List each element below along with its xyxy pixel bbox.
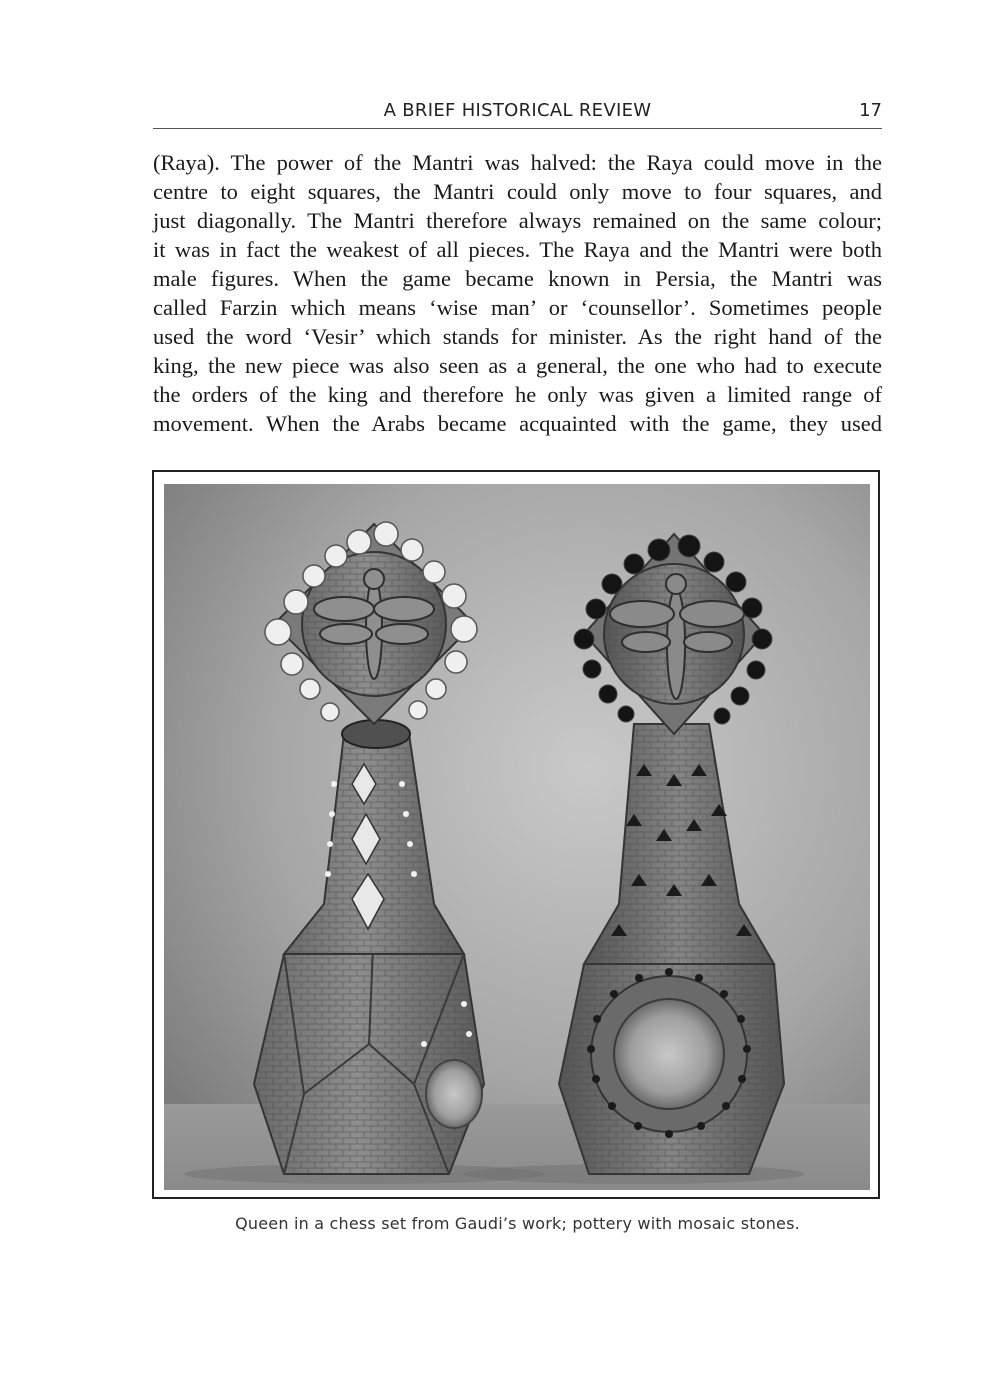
body-line: centre to eight squares, the Mantri could only move to four squares, and (153, 179, 882, 204)
body-line: just diagonally. The Mantri therefore always remained on the same colour; (153, 208, 882, 233)
body-line: male figures. When the game became known in Persia, the Mantri was (153, 266, 882, 291)
body-line: movement. When the Arabs became acquainted with the game, they used (153, 411, 882, 436)
photo-chess-queens (164, 484, 870, 1190)
running-header (153, 98, 882, 129)
body-line: the orders of the king and therefore he only was given a limited range of (153, 382, 882, 407)
body-line: (Raya). The power of the Mantri was halved: the Raya could move in the (153, 150, 882, 175)
figure-frame (152, 470, 880, 1199)
body-line: it was in fact the weakest of all pieces. The Raya and the Mantri were both (153, 237, 882, 262)
running-head-title: A BRIEF HISTORICAL REVIEW (383, 100, 652, 121)
body-line: used the word ‘Vesir’ which stands for minister. As the right hand of the (153, 324, 882, 349)
figure-caption: Queen in a chess set from Gaudi’s work; pottery with mosaic stones. (235, 1214, 800, 1233)
body-line: king, the new piece was also seen as a general, the one who had to execute (153, 353, 882, 378)
page-number: 17 (859, 100, 882, 121)
body-paragraph (153, 148, 882, 438)
body-line: called Farzin which means ‘wise man’ or ‘counsellor’. Sometimes people (153, 295, 882, 320)
